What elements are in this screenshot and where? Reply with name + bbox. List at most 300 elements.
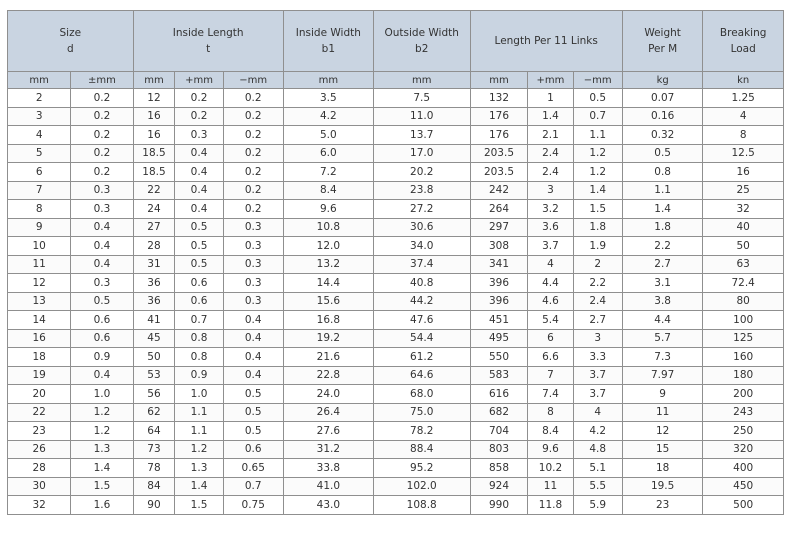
table-cell: 0.65 [223,459,283,478]
table-cell: 0.4 [223,366,283,385]
table-cell: 550 [470,348,528,367]
table-cell: 0.4 [71,237,133,256]
table-row [8,89,784,108]
table-cell: 13 [8,292,71,311]
table-cell: 25 [703,181,784,200]
table-cell: 16 [133,126,175,145]
table-cell: 0.3 [223,237,283,256]
table-cell: 0.9 [175,366,223,385]
table-cell: 7 [528,366,573,385]
table-cell: 308 [470,237,528,256]
table-cell: 4 [528,255,573,274]
table-cell: 0.2 [175,107,223,126]
table-cell: 858 [470,459,528,478]
table-cell: 41 [133,311,175,330]
table-cell: 2.2 [573,274,622,293]
table-cell: 0.9 [71,348,133,367]
table-cell: 16 [8,329,71,348]
table-cell: 0.5 [223,385,283,404]
table-cell: 243 [703,403,784,422]
table-cell: 16 [703,163,784,182]
table-cell: 0.6 [175,292,223,311]
chain-specification-table [7,10,784,515]
table-cell: 5.7 [622,329,702,348]
table-row [8,107,784,126]
table-cell: 0.5 [622,144,702,163]
table-row [8,255,784,274]
table-cell: 23 [622,496,702,515]
table-cell: 8 [8,200,71,219]
unit-cell: ±mm [71,72,133,89]
table-cell: 0.3 [71,200,133,219]
table-cell: 2 [573,255,622,274]
table-cell: 0.2 [223,200,283,219]
table-cell: 12 [622,422,702,441]
table-cell: 1.2 [573,144,622,163]
table-cell: 176 [470,126,528,145]
table-cell: 40.8 [373,274,470,293]
table-cell: 15.6 [283,292,373,311]
table-cell: 176 [470,107,528,126]
table-cell: 26 [8,440,71,459]
table-cell: 682 [470,403,528,422]
table-cell: 0.2 [223,126,283,145]
table-cell: 4.6 [528,292,573,311]
table-row [8,292,784,311]
table-cell: 4.2 [573,422,622,441]
header-size [8,11,134,72]
unit-cell: −mm [573,72,622,89]
table-cell: 23 [8,422,71,441]
table-cell: 12 [133,89,175,108]
header-outside-width-symbol: b2 [415,43,429,55]
table-cell: 4.4 [622,311,702,330]
table-cell: 3 [8,107,71,126]
table-cell: 22.8 [283,366,373,385]
table-cell: 0.4 [71,255,133,274]
table-cell: 1.2 [71,422,133,441]
table-cell: 0.2 [71,144,133,163]
table-cell: 24 [133,200,175,219]
table-cell: 0.8 [175,348,223,367]
table-cell: 9 [622,385,702,404]
table-row [8,237,784,256]
table-cell: 61.2 [373,348,470,367]
table-cell: 125 [703,329,784,348]
table-cell: 64.6 [373,366,470,385]
table-row [8,385,784,404]
table-cell: 250 [703,422,784,441]
unit-cell: mm [283,72,373,89]
table-cell: 18.5 [133,144,175,163]
table-cell: 36 [133,292,175,311]
table-cell: 0.2 [223,89,283,108]
header-inside-width-label: Inside Width [295,27,361,39]
table-cell: 11.8 [528,496,573,515]
table-cell: 0.5 [71,292,133,311]
unit-cell: mm [373,72,470,89]
header-size-label: Size [59,27,82,39]
header-weight [622,11,702,72]
table-cell: 32 [8,496,71,515]
table-cell: 1 [528,89,573,108]
table-cell: 12 [8,274,71,293]
table-cell: 56 [133,385,175,404]
table-cell: 1.8 [573,218,622,237]
table-cell: 50 [133,348,175,367]
table-row [8,477,784,496]
table-cell: 11.0 [373,107,470,126]
table-cell: 3 [528,181,573,200]
table-cell: 47.6 [373,311,470,330]
table-row [8,422,784,441]
table-cell: 0.5 [223,403,283,422]
table-cell: 0.7 [223,477,283,496]
table-cell: 0.2 [223,181,283,200]
header-row-titles [8,11,784,72]
header-size-symbol: d [66,43,74,55]
table-cell: 1.3 [71,440,133,459]
table-cell: 28 [133,237,175,256]
table-cell: 0.6 [71,311,133,330]
table-cell: 1.2 [573,163,622,182]
table-cell: 24.0 [283,385,373,404]
table-cell: 0.4 [223,348,283,367]
header-weight-line1: Weight [644,27,681,39]
table-cell: 5 [8,144,71,163]
table-cell: 18 [8,348,71,367]
table-cell: 13.7 [373,126,470,145]
table-cell: 4 [8,126,71,145]
table-cell: 0.7 [573,107,622,126]
table-cell: 18.5 [133,163,175,182]
table-row [8,163,784,182]
table-cell: 0.3 [71,274,133,293]
table-cell: 8 [528,403,573,422]
unit-cell: mm [470,72,528,89]
table-cell: 0.2 [223,144,283,163]
unit-cell: −mm [223,72,283,89]
table-cell: 1.2 [175,440,223,459]
table-cell: 102.0 [373,477,470,496]
spec-table-container [7,10,784,515]
table-cell: 0.4 [175,144,223,163]
table-cell: 14 [8,311,71,330]
table-cell: 14.4 [283,274,373,293]
table-cell: 20 [8,385,71,404]
table-cell: 19 [8,366,71,385]
table-cell: 20.2 [373,163,470,182]
table-cell: 1.1 [573,126,622,145]
table-cell: 3.7 [573,385,622,404]
table-cell: 11 [8,255,71,274]
table-cell: 2.4 [573,292,622,311]
table-cell: 1.4 [622,200,702,219]
table-cell: 18 [622,459,702,478]
table-cell: 0.3 [223,292,283,311]
table-cell: 1.9 [573,237,622,256]
table-cell: 3.7 [573,366,622,385]
table-cell: 990 [470,496,528,515]
table-cell: 160 [703,348,784,367]
header-inside-length-label: Inside Length [172,27,244,39]
table-cell: 7.97 [622,366,702,385]
table-cell: 6.0 [283,144,373,163]
header-inside-width [283,11,373,72]
table-cell: 1.6 [71,496,133,515]
table-row [8,459,784,478]
table-cell: 803 [470,440,528,459]
table-cell: 3.5 [283,89,373,108]
table-cell: 0.7 [175,311,223,330]
table-cell: 7.4 [528,385,573,404]
table-cell: 44.2 [373,292,470,311]
table-row [8,403,784,422]
table-cell: 43.0 [283,496,373,515]
table-cell: 1.1 [175,403,223,422]
table-cell: 4.4 [528,274,573,293]
table-row [8,218,784,237]
table-cell: 0.3 [175,126,223,145]
table-cell: 1.2 [71,403,133,422]
table-body [8,89,784,515]
table-cell: 28 [8,459,71,478]
table-cell: 2.1 [528,126,573,145]
table-cell: 2.4 [528,163,573,182]
table-cell: 1.0 [71,385,133,404]
table-cell: 88.4 [373,440,470,459]
unit-cell: kn [703,72,784,89]
table-cell: 26.4 [283,403,373,422]
table-cell: 84 [133,477,175,496]
table-cell: 1.5 [71,477,133,496]
table-cell: 12.0 [283,237,373,256]
table-cell: 23.8 [373,181,470,200]
table-cell: 0.3 [223,255,283,274]
table-cell: 0.5 [175,237,223,256]
table-cell: 3.8 [622,292,702,311]
table-cell: 0.07 [622,89,702,108]
table-cell: 200 [703,385,784,404]
table-cell: 0.2 [71,89,133,108]
table-cell: 11 [622,403,702,422]
table-cell: 6.6 [528,348,573,367]
table-cell: 33.8 [283,459,373,478]
table-cell: 10.2 [528,459,573,478]
table-cell: 320 [703,440,784,459]
table-row [8,366,784,385]
table-cell: 0.2 [71,107,133,126]
table-cell: 1.8 [622,218,702,237]
table-cell: 3.1 [622,274,702,293]
table-cell: 5.1 [573,459,622,478]
table-cell: 203.5 [470,144,528,163]
table-cell: 0.4 [175,181,223,200]
table-cell: 3.2 [528,200,573,219]
table-cell: 0.5 [175,218,223,237]
table-cell: 396 [470,292,528,311]
table-row [8,348,784,367]
table-cell: 1.4 [528,107,573,126]
table-cell: 8.4 [283,181,373,200]
table-cell: 2.4 [528,144,573,163]
table-cell: 924 [470,477,528,496]
table-cell: 2.2 [622,237,702,256]
header-length-per-11-links-label: Length Per 11 Links [494,35,598,47]
table-cell: 0.2 [71,126,133,145]
table-cell: 41.0 [283,477,373,496]
unit-cell: +mm [528,72,573,89]
table-cell: 5.0 [283,126,373,145]
table-cell: 37.4 [373,255,470,274]
table-cell: 0.5 [573,89,622,108]
table-cell: 30 [8,477,71,496]
table-cell: 4 [703,107,784,126]
unit-cell: kg [622,72,702,89]
table-cell: 0.3 [223,218,283,237]
table-cell: 3.3 [573,348,622,367]
table-cell: 0.4 [175,163,223,182]
table-cell: 10.8 [283,218,373,237]
table-cell: 34.0 [373,237,470,256]
table-cell: 0.4 [223,329,283,348]
table-cell: 6 [8,163,71,182]
table-cell: 8.4 [528,422,573,441]
table-cell: 0.2 [223,107,283,126]
table-cell: 0.6 [223,440,283,459]
table-cell: 50 [703,237,784,256]
table-cell: 36 [133,274,175,293]
header-length-per-11-links [470,11,622,72]
table-cell: 0.3 [71,181,133,200]
table-cell: 16.8 [283,311,373,330]
header-inside-width-symbol: b1 [321,43,336,55]
table-cell: 5.5 [573,477,622,496]
table-cell: 30.6 [373,218,470,237]
table-cell: 15 [622,440,702,459]
table-cell: 4.2 [283,107,373,126]
table-cell: 7.5 [373,89,470,108]
table-cell: 0.4 [71,366,133,385]
table-cell: 75.0 [373,403,470,422]
table-cell: 11 [528,477,573,496]
table-cell: 0.16 [622,107,702,126]
table-cell: 583 [470,366,528,385]
table-cell: 22 [133,181,175,200]
table-cell: 264 [470,200,528,219]
table-cell: 4.8 [573,440,622,459]
table-header [8,11,784,89]
table-cell: 7.3 [622,348,702,367]
table-cell: 78.2 [373,422,470,441]
table-cell: 450 [703,477,784,496]
table-cell: 10 [8,237,71,256]
table-cell: 54.4 [373,329,470,348]
table-cell: 12.5 [703,144,784,163]
table-cell: 297 [470,218,528,237]
table-cell: 0.4 [71,218,133,237]
table-cell: 0.5 [223,422,283,441]
table-cell: 40 [703,218,784,237]
header-breaking-line2: Load [730,43,756,55]
table-cell: 616 [470,385,528,404]
table-cell: 341 [470,255,528,274]
table-row [8,496,784,515]
table-cell: 180 [703,366,784,385]
table-cell: 9 [8,218,71,237]
table-cell: 31.2 [283,440,373,459]
table-cell: 9.6 [283,200,373,219]
table-cell: 27.6 [283,422,373,441]
table-row [8,144,784,163]
unit-cell: +mm [175,72,223,89]
table-cell: 6 [528,329,573,348]
table-row [8,181,784,200]
table-cell: 80 [703,292,784,311]
table-cell: 7.2 [283,163,373,182]
table-cell: 2.7 [622,255,702,274]
table-cell: 3.7 [528,237,573,256]
table-cell: 1.5 [175,496,223,515]
table-cell: 32 [703,200,784,219]
table-cell: 132 [470,89,528,108]
table-row [8,200,784,219]
table-cell: 17.0 [373,144,470,163]
table-cell: 1.1 [175,422,223,441]
table-cell: 27.2 [373,200,470,219]
table-cell: 704 [470,422,528,441]
table-cell: 3 [573,329,622,348]
table-cell: 0.2 [71,163,133,182]
table-row [8,329,784,348]
table-row [8,440,784,459]
table-cell: 19.5 [622,477,702,496]
table-cell: 22 [8,403,71,422]
table-cell: 0.8 [175,329,223,348]
table-cell: 0.2 [175,89,223,108]
header-weight-line2: Per M [648,43,678,55]
table-cell: 1.4 [71,459,133,478]
table-cell: 27 [133,218,175,237]
table-cell: 2.7 [573,311,622,330]
table-cell: 5.4 [528,311,573,330]
table-cell: 7 [8,181,71,200]
table-cell: 0.4 [175,200,223,219]
table-cell: 451 [470,311,528,330]
header-outside-width-label: Outside Width [384,27,459,39]
table-row [8,126,784,145]
table-cell: 19.2 [283,329,373,348]
unit-cell: mm [8,72,71,89]
table-cell: 62 [133,403,175,422]
table-cell: 68.0 [373,385,470,404]
table-cell: 0.2 [223,163,283,182]
table-cell: 400 [703,459,784,478]
table-cell: 3.6 [528,218,573,237]
table-cell: 0.75 [223,496,283,515]
table-cell: 78 [133,459,175,478]
header-outside-width [373,11,470,72]
table-cell: 90 [133,496,175,515]
table-cell: 1.3 [175,459,223,478]
table-cell: 16 [133,107,175,126]
unit-cell: mm [133,72,175,89]
table-cell: 5.9 [573,496,622,515]
header-inside-length-symbol: t [206,43,211,55]
table-cell: 495 [470,329,528,348]
table-cell: 0.32 [622,126,702,145]
table-cell: 0.5 [175,255,223,274]
